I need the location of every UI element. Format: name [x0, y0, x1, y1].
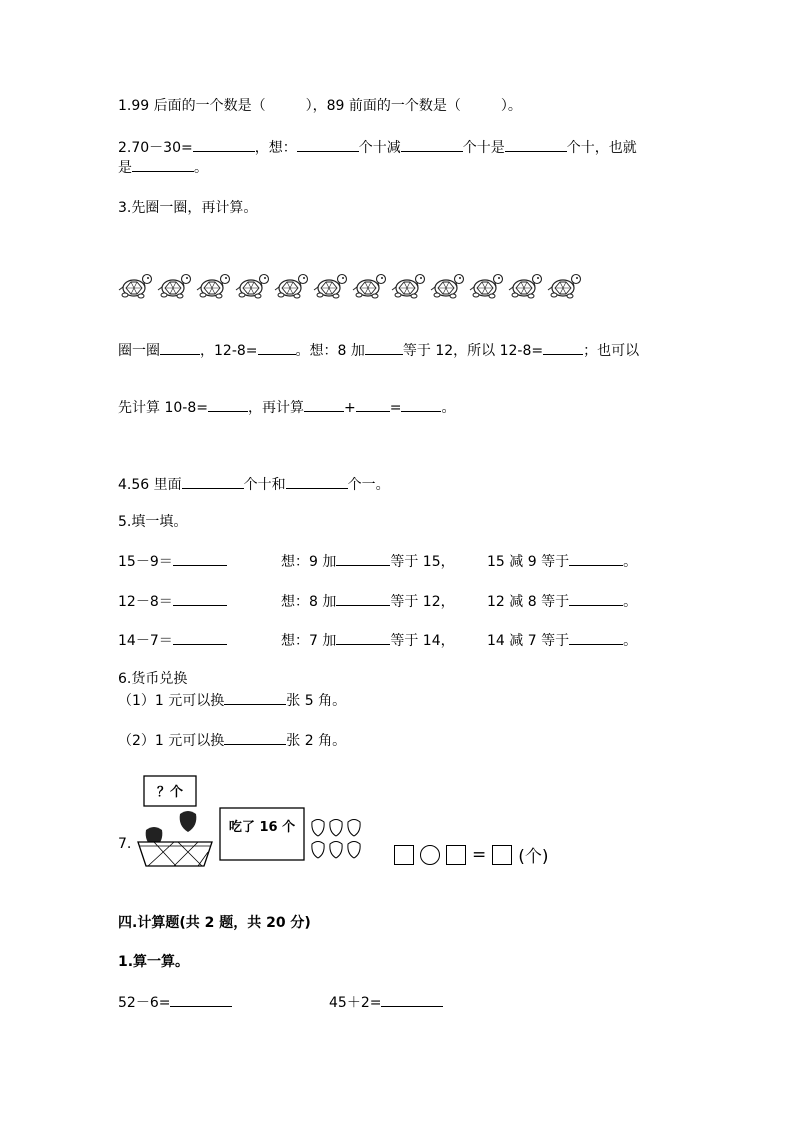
q7-operator-circle[interactable] [420, 845, 440, 865]
q4-text-c: 个一。 [347, 477, 390, 493]
q4-blank-ones[interactable] [286, 474, 348, 489]
q3-l1-text-b: ，12-8= [200, 343, 258, 359]
turtle-icon [470, 275, 503, 299]
strawberry-icon [330, 820, 342, 837]
q7-equals-sign: = [472, 844, 487, 865]
turtle-icon [119, 275, 152, 299]
q3-l1-text-e: ；也可以 [583, 343, 640, 359]
q6-p1-blank[interactable] [224, 690, 286, 705]
q5-row2-expr: 12－8＝ [118, 594, 173, 610]
q3-l2-text-b: ，再计算 [247, 400, 304, 416]
q5-row1-blank-add[interactable] [336, 551, 390, 566]
q3-l2-text-a: 先计算 10-8= [118, 400, 208, 416]
q5-row1-end: 。 [623, 554, 638, 570]
q1-text-a: 99 后面的一个数是（ [131, 98, 266, 114]
q7-unit: (个) [518, 847, 549, 867]
q3-l1-text-d: 等于 12，所以 12-8= [402, 343, 544, 359]
strawberry-icon [348, 842, 360, 859]
q5-row3-eq: 等于 14， [390, 633, 455, 649]
strawberry-icon [348, 820, 360, 837]
calc-item-b [329, 992, 443, 1013]
calc-a-expr: 52－6= [118, 995, 171, 1011]
q6-p2-blank[interactable] [224, 730, 286, 745]
q2-number: 2. [118, 140, 132, 156]
question-4 [118, 474, 390, 495]
q5-row1-sub: 15 减 9 等于 [487, 554, 570, 570]
q5-row-2-sub [487, 591, 637, 612]
turtle-icon [431, 275, 464, 299]
strawberry-icon [312, 842, 324, 859]
q2-end: 。 [194, 160, 208, 176]
q5-row-2-think [281, 591, 455, 612]
q6-p2-text-a: （2）1 元可以换 [118, 733, 225, 749]
q7-answer-box-2[interactable] [446, 845, 466, 865]
turtle-icon [392, 275, 425, 299]
q1-text-c: ）。 [500, 98, 522, 114]
q6-part-2 [118, 730, 346, 751]
q5-row-1-sub [487, 551, 637, 572]
turtle-icon [314, 275, 347, 299]
q3-blank-circle[interactable] [160, 340, 200, 355]
q3-blank-step2-a[interactable] [304, 397, 344, 412]
q5-row3-expr: 14－7＝ [118, 633, 173, 649]
q2-text-b: ，想： [254, 140, 297, 156]
q5-row3-blank-sub[interactable] [569, 630, 623, 645]
q6-p2-text-b: 张 2 角。 [286, 733, 347, 749]
q5-row-1-think [281, 551, 455, 572]
bubble-text: ？个 [156, 785, 184, 800]
q2-blank-5[interactable] [132, 157, 194, 172]
question-1 [118, 96, 522, 116]
q2-text-e: 个十，也就 [566, 140, 637, 156]
q5-row3-think: 想：7 加 [281, 633, 337, 649]
q6-p1-text-b: 张 5 角。 [286, 693, 347, 709]
question-2 [118, 137, 637, 158]
q3-l1-text-a: 圈一圈 [118, 343, 160, 359]
q3-equals-sign: = [389, 400, 402, 416]
q5-row-2 [118, 591, 227, 612]
turtle-icon [197, 275, 230, 299]
q1-text-b: ），89 前面的一个数是（ [305, 98, 461, 114]
q6-p1-text-a: （1）1 元可以换 [118, 693, 225, 709]
q2-blank-3[interactable] [401, 137, 463, 152]
q5-row1-blank-answer[interactable] [173, 551, 227, 566]
q5-row1-blank-sub[interactable] [569, 551, 623, 566]
q2-line2-text: 是 [118, 160, 132, 176]
strawberry-icon [330, 842, 342, 859]
turtle-icon [353, 275, 386, 299]
q3-l1-text-c: 。想：8 加 [295, 343, 365, 359]
q6-part-1 [118, 690, 346, 711]
q5-row-1 [118, 551, 227, 572]
q5-row2-blank-add[interactable] [336, 591, 390, 606]
q5-row1-eq: 等于 15， [390, 554, 455, 570]
q5-row3-blank-add[interactable] [336, 630, 390, 645]
section-title: 四.计算题(共 2 题，共 20 分) [118, 915, 311, 931]
q7-equation [394, 842, 549, 867]
strawberry-icon [180, 811, 197, 832]
q3-blank-add[interactable] [365, 340, 403, 355]
calc-question-1-title: 1.算一算。 [118, 954, 190, 970]
q5-row2-blank-answer[interactable] [173, 591, 227, 606]
strawberry-icon [312, 820, 324, 837]
q2-blank-4[interactable] [505, 137, 567, 152]
q1-number: 1. [118, 98, 132, 114]
strawberry-basket-image [118, 772, 378, 872]
q5-row2-eq: 等于 12， [390, 594, 455, 610]
q5-row-3 [118, 630, 227, 651]
q5-row3-sub: 14 减 7 等于 [487, 633, 570, 649]
q2-text-a: 70－30= [131, 140, 193, 156]
q7-answer-box-result[interactable] [492, 845, 512, 865]
q4-blank-tens[interactable] [182, 474, 244, 489]
question-3-line-2 [118, 397, 455, 418]
question-6-title: 6.货币兑换 [118, 671, 188, 687]
q2-blank-2[interactable] [297, 137, 359, 152]
calc-b-expr: 45＋2= [329, 995, 382, 1011]
q5-row1-expr: 15－9＝ [118, 554, 173, 570]
calc-b-blank[interactable] [381, 992, 443, 1007]
q5-row3-end: 。 [623, 633, 638, 649]
question-3-line-1 [118, 340, 639, 361]
q5-row-3-think [281, 630, 455, 651]
turtle-icon [158, 275, 191, 299]
question-3-title: 3.先圈一圈，再计算。 [118, 200, 258, 216]
q4-number: 4. [118, 477, 132, 493]
turtle-icon [236, 275, 269, 299]
turtle-icon [548, 275, 581, 299]
q5-row2-sub: 12 减 8 等于 [487, 594, 570, 610]
q5-row2-think: 想：8 加 [281, 594, 337, 610]
q2-text-c: 个十减 [358, 140, 401, 156]
ate-box-text: 吃了 16 个 [228, 820, 296, 835]
q3-blank-step1[interactable] [208, 397, 248, 412]
q3-blank-step2-result[interactable] [401, 397, 441, 412]
q3-plus-sign: + [343, 400, 356, 416]
q2-text-d: 个十是 [462, 140, 505, 156]
q3-l2-end: 。 [441, 400, 456, 416]
q3-blank-result-2[interactable] [543, 340, 583, 355]
q7-answer-box-1[interactable] [394, 845, 414, 865]
q5-row3-blank-answer[interactable] [173, 630, 227, 645]
q3-blank-step2-b[interactable] [356, 397, 390, 412]
question-2-line-2 [118, 157, 208, 178]
calc-item-a [118, 992, 232, 1013]
turtle-icon [275, 275, 308, 299]
q5-row1-think: 想：9 加 [281, 554, 337, 570]
q7-number: 7. [118, 836, 132, 852]
question-5-title: 5.填一填。 [118, 514, 188, 530]
q2-blank-1[interactable] [193, 137, 255, 152]
q5-row2-blank-sub[interactable] [569, 591, 623, 606]
q4-text-b: 个十和 [243, 477, 286, 493]
turtle-row-image [118, 268, 588, 304]
turtle-icon [509, 275, 542, 299]
q5-row-3-sub [487, 630, 637, 651]
q4-text-a: 56 里面 [131, 477, 182, 493]
q3-blank-result[interactable] [258, 340, 296, 355]
q5-row2-end: 。 [623, 594, 638, 610]
calc-a-blank[interactable] [170, 992, 232, 1007]
